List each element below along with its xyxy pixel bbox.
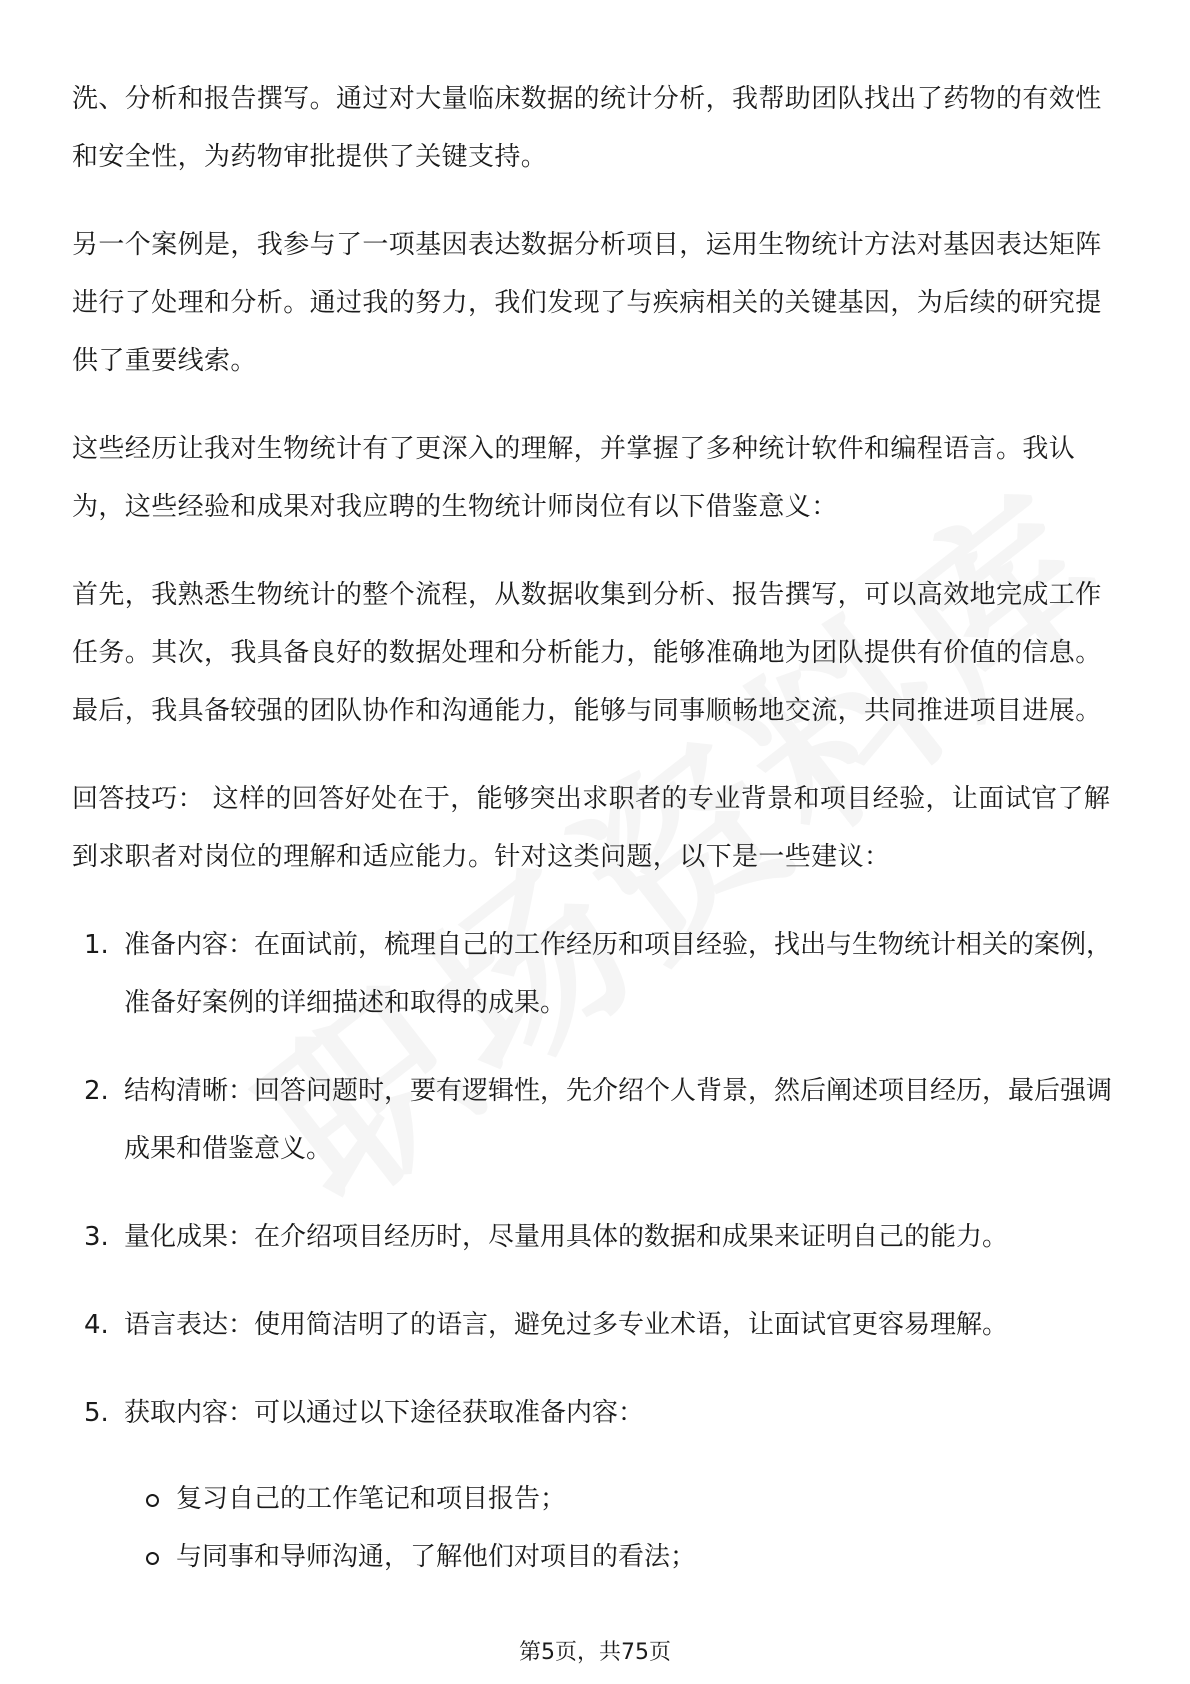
- paragraph: 这些经历让我对生物统计有了更深入的理解，并掌握了多种统计软件和编程语言。我认为，这些经验和成果对我应聘的生物统计师岗位有以下借鉴意义：: [72, 434, 1076, 522]
- page-footer: 第5页，共75页: [519, 1640, 671, 1665]
- sub-list-item-text: 与同事和导师沟通，了解他们对项目的看法；: [176, 1542, 697, 1572]
- list-item: [72, 1384, 1122, 1586]
- sub-list-item: [124, 1470, 1122, 1528]
- sub-list-item: [124, 1528, 1122, 1586]
- list-number: 5.: [84, 1398, 109, 1428]
- list-item-text: 语言表达：使用简洁明了的语言，避免过多专业术语，让面试官更容易理解。: [124, 1310, 1009, 1340]
- list-item-text: 结构清晰：回答问题时，要有逻辑性，先介绍个人背景，然后阐述项目经历，最后强调成果和借鉴意义。: [124, 1076, 1113, 1164]
- list-number: 3.: [84, 1222, 109, 1252]
- list-item: [72, 1062, 1122, 1178]
- sub-list: [124, 1470, 1122, 1586]
- circle-bullet-icon: [146, 1552, 159, 1565]
- suggestion-list: [72, 916, 1122, 1586]
- page-content: [72, 70, 1122, 1616]
- list-item-text: 准备内容：在面试前，梳理自己的工作经历和项目经验，找出与生物统计相关的案例，准备好案例的详细描述和取得的成果。: [124, 930, 1113, 1018]
- answer-tips-paragraph: 回答技巧： 这样的回答好处在于，能够突出求职者的专业背景和项目经验，让面试官了解到求职者对岗位的理解和适应能力。针对这类问题，以下是一些建议：: [72, 784, 1111, 872]
- circle-bullet-icon: [146, 1494, 159, 1507]
- list-item: [72, 916, 1122, 1032]
- paragraph: 首先，我熟悉生物统计的整个流程，从数据收集到分析、报告撰写，可以高效地完成工作任务。其次，我具备良好的数据处理和分析能力，能够准确地为团队提供有价值的信息。最后，我具备较强的团队协作和沟通能力，能够与同事顺畅地交流，共同推进项目进展。: [72, 580, 1102, 726]
- list-number: 2.: [84, 1076, 109, 1106]
- paragraph: 另一个案例是，我参与了一项基因表达数据分析项目，运用生物统计方法对基因表达矩阵进行了处理和分析。通过我的努力，我们发现了与疾病相关的关键基因，为后续的研究提供了重要线索。: [72, 230, 1102, 376]
- list-item-text: 量化成果：在介绍项目经历时，尽量用具体的数据和成果来证明自己的能力。: [124, 1222, 1009, 1252]
- list-item-text: 获取内容：可以通过以下途径获取准备内容：: [124, 1398, 645, 1428]
- list-number: 1.: [84, 930, 109, 960]
- sub-list-item-text: 复习自己的工作笔记和项目报告；: [176, 1484, 567, 1514]
- paragraph: 洗、分析和报告撰写。通过对大量临床数据的统计分析，我帮助团队找出了药物的有效性和安全性，为药物审批提供了关键支持。: [72, 84, 1102, 172]
- list-number: 4.: [84, 1310, 109, 1340]
- list-item: [72, 1208, 1122, 1266]
- list-item: [72, 1296, 1122, 1354]
